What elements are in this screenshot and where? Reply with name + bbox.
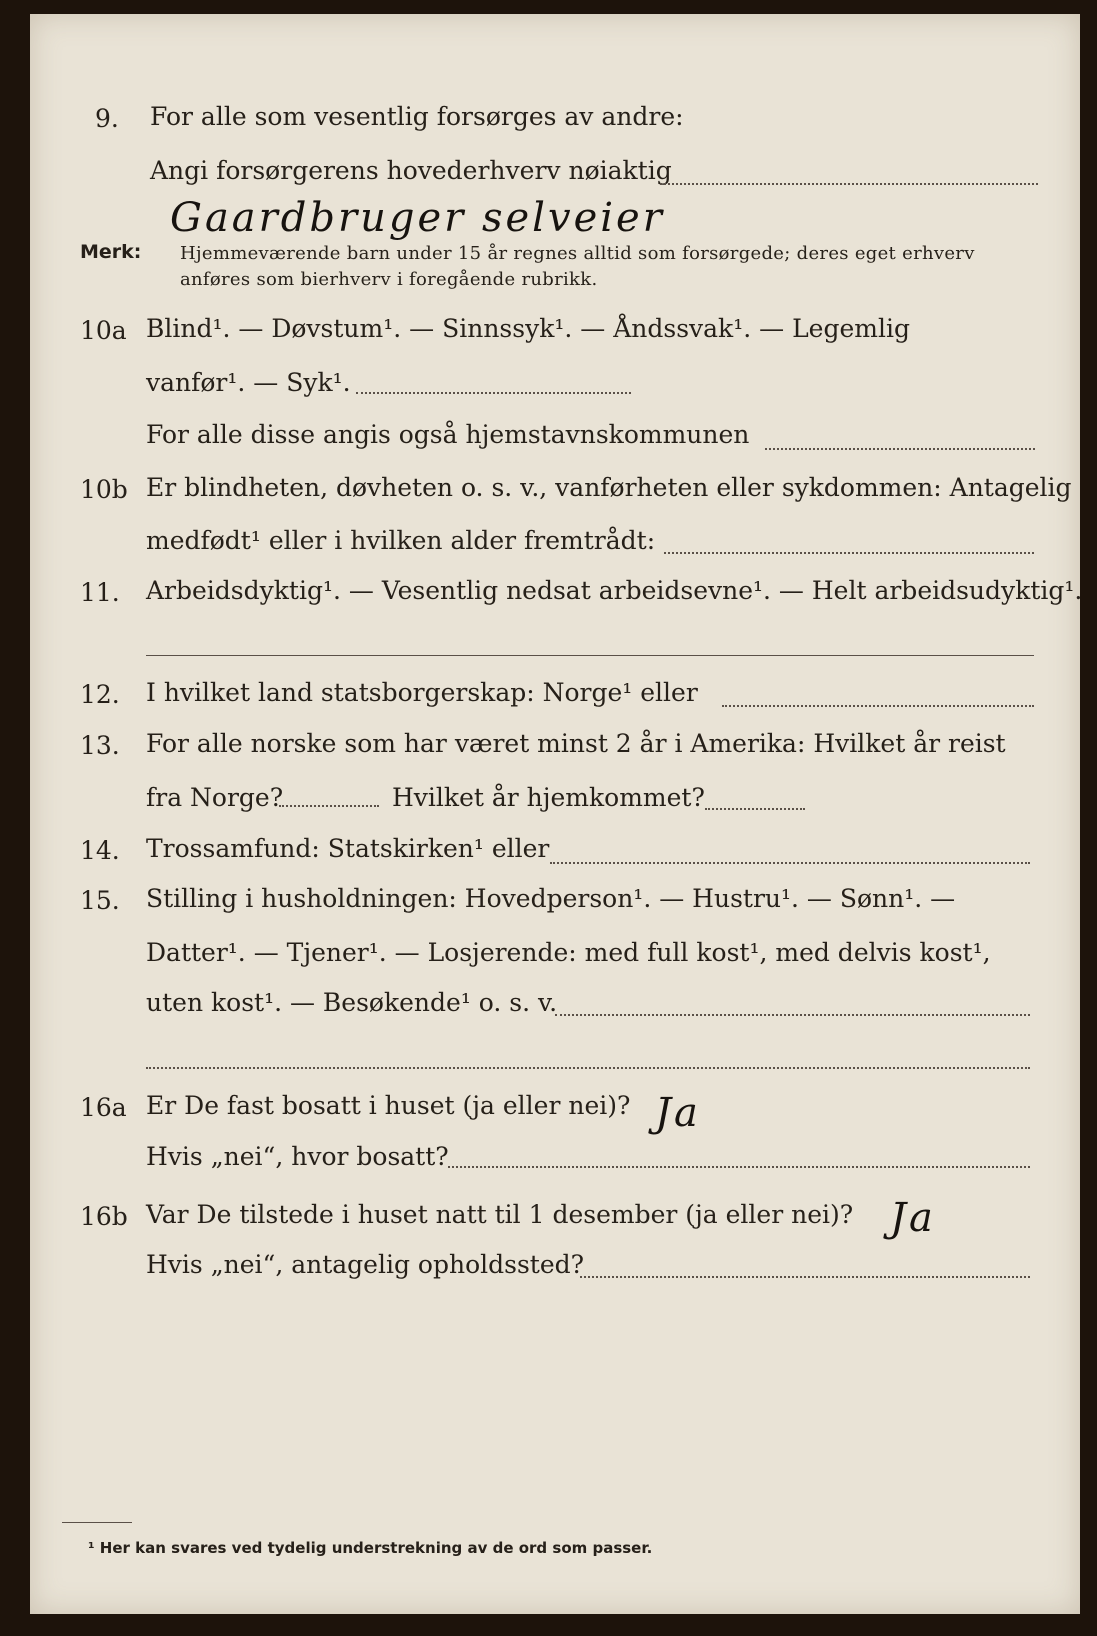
q16a-bosatt-line[interactable] bbox=[448, 1166, 1030, 1168]
q10a-hjemstavn-line[interactable] bbox=[765, 448, 1035, 450]
q14-number: 14. bbox=[80, 836, 120, 865]
q16b-line2: Hvis „nei“, antagelig opholdssted? bbox=[146, 1250, 585, 1279]
q9-number: 9. bbox=[95, 104, 119, 133]
q15-extra-line[interactable] bbox=[146, 1067, 1030, 1069]
q14-answer-line[interactable] bbox=[550, 862, 1030, 864]
q13-number: 13. bbox=[80, 731, 120, 760]
q12-number: 12. bbox=[80, 680, 120, 709]
q11-number: 11. bbox=[80, 578, 120, 607]
q10a-syk-line[interactable] bbox=[356, 392, 631, 394]
q12-line1: I hvilket land statsborgerskap: Norge¹ eller bbox=[146, 678, 698, 707]
q16b-line1: Var De tilstede i huset natt til 1 desember (ja eller nei)? bbox=[146, 1200, 854, 1229]
q15-line3: uten kost¹. — Besøkende¹ o. s. v. bbox=[146, 988, 558, 1017]
q16a-line1: Er De fast bosatt i huset (ja eller nei)? bbox=[146, 1091, 631, 1120]
q9-occupation-answer: Gaardbruger selveier bbox=[170, 195, 665, 241]
q13-line2b: Hvilket år hjemkommet? bbox=[392, 783, 705, 812]
q16b-number: 16b bbox=[80, 1202, 128, 1231]
q13-line1: For alle norske som har været minst 2 år i Amerika: Hvilket år reist bbox=[146, 729, 1006, 758]
q16a-number: 16a bbox=[80, 1093, 127, 1122]
q10b-number: 10b bbox=[80, 475, 128, 504]
footnote-rule bbox=[62, 1522, 132, 1523]
merk-note-line2: anføres som bierhverv i foregående rubrikk. bbox=[180, 269, 598, 290]
q10b-answer-line[interactable] bbox=[664, 552, 1034, 554]
q15-line2: Datter¹. — Tjener¹. — Losjerende: med full kost¹, med delvis kost¹, bbox=[146, 938, 991, 967]
q11-line1: Arbeidsdyktig¹. — Vesentlig nedsat arbeidsevne¹. — Helt arbeidsudyktig¹. bbox=[146, 576, 1083, 605]
footnote: ¹ Her kan svares ved tydelig understrekning av de ord som passer. bbox=[88, 1539, 653, 1557]
q11-answer-line[interactable] bbox=[146, 655, 1034, 656]
q10a-line1: Blind¹. — Døvstum¹. — Sinnssyk¹. — Åndssvak¹. — Legemlig bbox=[146, 314, 910, 343]
q13-line2a: fra Norge? bbox=[146, 783, 284, 812]
q10a-line2: vanfør¹. — Syk¹. bbox=[146, 368, 351, 397]
q15-line1: Stilling i husholdningen: Hovedperson¹. — Hustru¹. — Sønn¹. — bbox=[146, 884, 956, 913]
q16a-line2: Hvis „nei“, hvor bosatt? bbox=[146, 1142, 449, 1171]
q13-hjemkommet-line[interactable] bbox=[705, 808, 805, 810]
q15-number: 15. bbox=[80, 886, 120, 915]
q15-answer-line[interactable] bbox=[555, 1014, 1030, 1016]
q10b-line1: Er blindheten, døvheten o. s. v., vanførheten eller sykdommen: Antagelig bbox=[146, 473, 1072, 502]
q16b-opholdssted-line[interactable] bbox=[580, 1276, 1030, 1278]
q9-text: For alle som vesentlig forsørges av andre: bbox=[150, 102, 684, 131]
q10a-number: 10a bbox=[80, 316, 127, 345]
q10b-line2: medfødt¹ eller i hvilken alder fremtrådt: bbox=[146, 526, 656, 555]
q16b-answer: Ja bbox=[890, 1195, 936, 1241]
q16a-answer: Ja bbox=[655, 1090, 701, 1136]
q12-answer-line[interactable] bbox=[722, 705, 1034, 707]
q9-occupation-label: Angi forsørgerens hovederhverv nøiaktig bbox=[150, 156, 672, 185]
merk-note-line1: Hjemmeværende barn under 15 år regnes alltid som forsørgede; deres eget erhverv bbox=[180, 243, 975, 264]
q14-line1: Trossamfund: Statskirken¹ eller bbox=[146, 834, 550, 863]
merk-label: Merk: bbox=[80, 241, 142, 263]
q9-occupation-line[interactable] bbox=[660, 183, 1038, 185]
q10a-line3: For alle disse angis også hjemstavnskommunen bbox=[146, 420, 750, 449]
q13-reist-line[interactable] bbox=[279, 805, 379, 807]
